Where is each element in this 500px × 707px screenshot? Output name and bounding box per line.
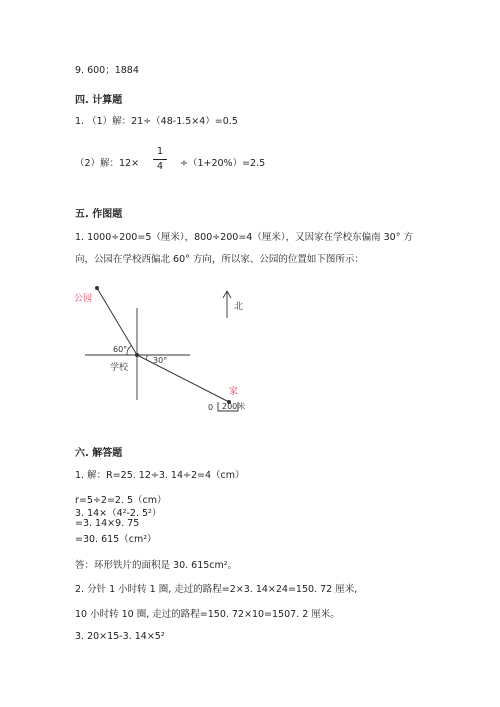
drawing-text-line-2: 向，公园在学校西偏北 60° 方向，所以家、公园的位置如下图所示：: [75, 254, 364, 265]
section-heading-solutions: 六. 解答题: [75, 448, 123, 459]
solution-1-line-3: 3. 14×（4²-2. 5²）: [75, 508, 162, 519]
angle-60-label: 60°: [113, 345, 128, 354]
park-point: [95, 286, 99, 290]
solution-1-line-5: =30. 615（cm²）: [75, 534, 157, 545]
angle-30-label: 30°: [153, 356, 168, 365]
calc-question-2-prefix: （2）解：12×: [75, 158, 140, 169]
fraction-one-quarter: [153, 146, 167, 173]
solution-1-line-4: =3. 14×9. 75: [75, 518, 140, 529]
section-heading-calculation: 四. 计算题: [75, 95, 123, 106]
solution-2-line-2: 10 小时转 10 圈, 走过的路程=150. 72×10=1507. 2 厘米。: [75, 609, 340, 620]
solution-1-line-2: r=5÷2=2. 5（cm）: [75, 495, 167, 506]
direction-diagram: [0, 278, 500, 438]
solution-1-answer: 答：环形铁片的面积是 30. 615cm²。: [75, 560, 238, 571]
drawing-text-line-1: 1. 1000÷200=5（厘米），800÷200=4（厘米），又因家在学校东偏南 30° 方: [75, 232, 413, 243]
fraction-bar: [153, 159, 167, 160]
answer-item-9: 9. 600；1884: [75, 65, 139, 76]
school-label: 学校: [110, 363, 129, 373]
calc-question-2-suffix: ÷（1+20%）=2.5: [180, 158, 266, 169]
calc-question-1: 1. （1）解：21÷（48-1.5×4）=0.5: [75, 116, 238, 127]
angle-60-arc: [127, 346, 131, 355]
school-point: [135, 353, 139, 357]
solution-1-line-1: 1. 解：R=25. 12÷3. 14÷2=4（cm）: [75, 470, 245, 481]
solution-3-line-1: 3. 20×15-3. 14×5²: [75, 631, 165, 642]
section-heading-drawing: 五. 作图题: [75, 209, 123, 220]
solution-2-line-1: 2. 分针 1 小时转 1 圈, 走过的路程=2×3. 14×24=150. 72 厘米,: [75, 584, 358, 595]
school-to-home-line: [137, 355, 229, 402]
fraction-denominator: 4: [156, 161, 164, 172]
scale-zero-label: 0: [208, 403, 214, 412]
north-label: 北: [234, 302, 244, 312]
home-label: 家: [229, 387, 239, 397]
scale-length-label: 200米: [222, 402, 246, 411]
angle-30-arc: [146, 355, 147, 360]
park-label: 公园: [74, 294, 93, 304]
fraction-numerator: 1: [156, 146, 164, 157]
